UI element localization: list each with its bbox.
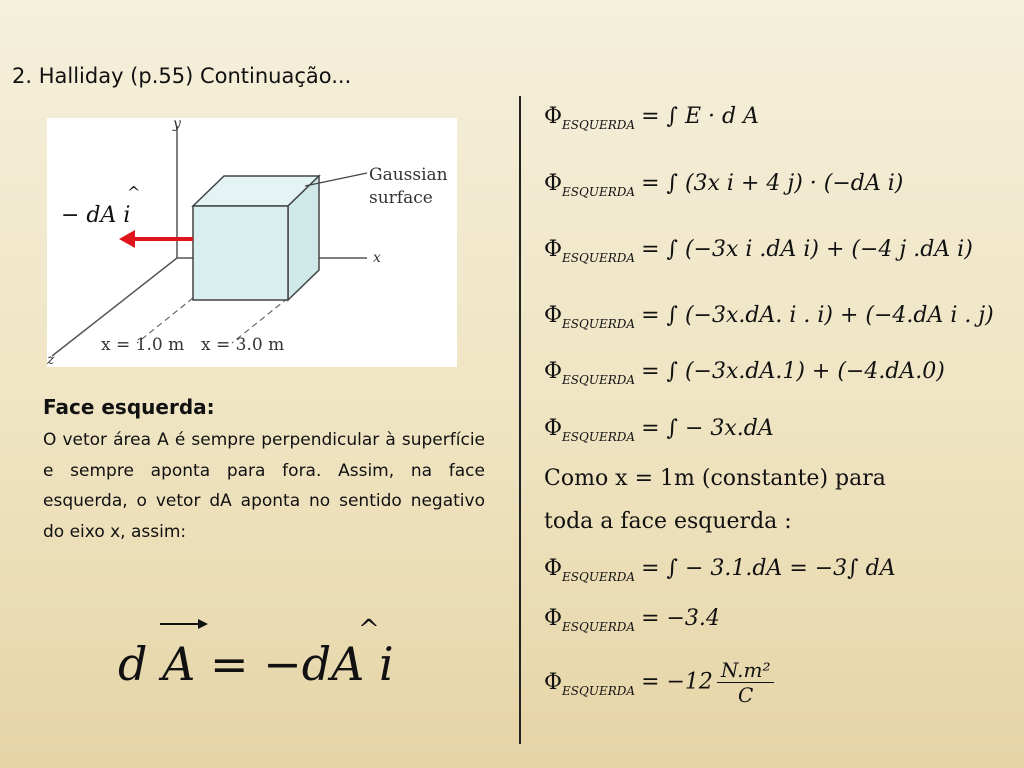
- derivation-rhs: = ∫ E · d A: [641, 104, 759, 129]
- derivation-line-9: [544, 658, 774, 707]
- face-body-text: O vetor área A é sempre perpendicular à superfície e sempre aponta para fora. Assim, na face esquerda, o vetor dA aponta no sentido negativo do eixo x, assim:: [43, 430, 485, 542]
- axis-y-label: y: [173, 118, 181, 132]
- derivation-line-3: [544, 237, 973, 265]
- gaussian-label-line2: surface: [369, 188, 433, 208]
- derivation-rhs: = ∫ (−3x.dA. i . i) + (−4.dA i . j): [641, 303, 994, 328]
- phi-subscript: ESQUERDA: [562, 373, 636, 387]
- phi-symbol: Φ: [544, 606, 563, 631]
- cube-diagram: [47, 118, 457, 367]
- derivation-rhs: = ∫ (−3x i .dA i) + (−4 j .dA i): [641, 237, 973, 262]
- phi-symbol: Φ: [544, 359, 563, 384]
- derivation-rhs: = ∫ − 3x.dA: [641, 416, 774, 441]
- gaussian-cube-figure: [47, 118, 457, 367]
- unit-vector-hat-icon: ^: [358, 615, 380, 645]
- explanation-line-2: toda a face esquerda :: [544, 509, 792, 534]
- face-esquerda-block: [43, 395, 485, 547]
- derivation-line-2: [544, 171, 903, 199]
- phi-subscript: ESQUERDA: [562, 620, 636, 634]
- x2-position-label: x = 3.0 m: [201, 335, 285, 355]
- phi-subscript: ESQUERDA: [562, 118, 636, 132]
- derivation-line-6: [544, 416, 774, 444]
- derivation-line-1: [544, 104, 759, 132]
- slide-title: 2. Halliday (p.55) Continuação...: [12, 64, 352, 88]
- phi-subscript: ESQUERDA: [562, 185, 636, 199]
- area-vector-label: − dA i: [61, 203, 131, 228]
- gaussian-label-line1: Gaussian: [369, 165, 448, 185]
- vector-hat-icon: ^: [127, 183, 141, 202]
- phi-symbol: Φ: [544, 556, 563, 581]
- phi-symbol: Φ: [544, 303, 563, 328]
- derivation-line-4: [544, 303, 994, 331]
- derivation-line-7: [544, 556, 896, 584]
- phi-subscript: ESQUERDA: [562, 317, 636, 331]
- derivation-rhs: = −3.4: [641, 606, 720, 631]
- fraction-numerator: N.m²: [717, 658, 775, 683]
- explanation-line-1: Como x = 1m (constante) para: [544, 466, 886, 491]
- equation-rhs: = −dA i: [210, 637, 394, 690]
- area-vector-equation: [118, 610, 438, 690]
- phi-symbol: Φ: [544, 669, 563, 695]
- phi-symbol: Φ: [544, 237, 563, 262]
- derivation-line-8: [544, 606, 720, 634]
- vector-arrow-head-icon: [198, 619, 208, 629]
- phi-symbol: Φ: [544, 171, 563, 196]
- derivation-rhs: = ∫ (−3x.dA.1) + (−4.dA.0): [641, 359, 945, 384]
- phi-symbol: Φ: [544, 104, 563, 129]
- derivation-rhs: = ∫ − 3.1.dA = −3∫ dA: [641, 556, 896, 581]
- derivation-rhs: = −12: [641, 669, 713, 695]
- area-vector-arrowhead: [119, 230, 135, 248]
- derivation-rhs: = ∫ (3x i + 4 j) · (−dA i): [641, 171, 904, 196]
- equation-lhs: d A: [118, 637, 196, 690]
- phi-subscript: ESQUERDA: [562, 570, 636, 584]
- face-heading: Face esquerda:: [43, 395, 215, 419]
- phi-subscript: ESQUERDA: [562, 430, 636, 444]
- column-divider: [519, 96, 521, 744]
- phi-subscript: ESQUERDA: [562, 683, 636, 698]
- cube-front-face: [193, 206, 288, 300]
- axis-z-label: z: [47, 352, 55, 367]
- fraction-denominator: C: [738, 683, 754, 707]
- x1-position-label: x = 1.0 m: [101, 335, 185, 355]
- axis-x-label: x: [373, 250, 381, 266]
- phi-subscript: ESQUERDA: [562, 251, 636, 265]
- derivation-line-5: [544, 359, 945, 387]
- phi-symbol: Φ: [544, 416, 563, 441]
- unit-fraction: [717, 658, 775, 707]
